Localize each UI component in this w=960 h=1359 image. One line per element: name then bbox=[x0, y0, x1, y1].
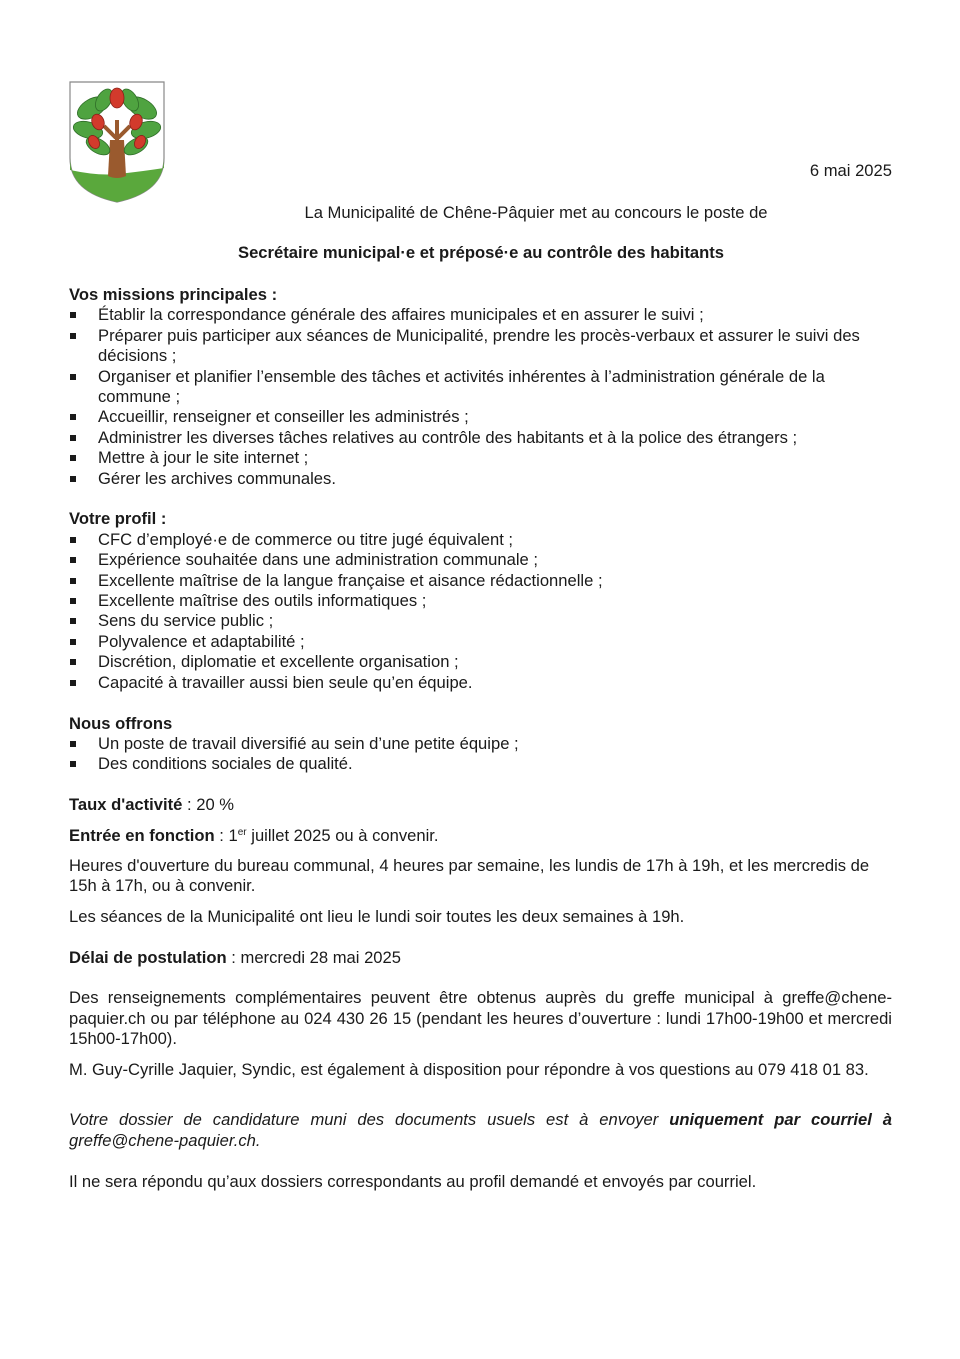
bullet-square-icon bbox=[70, 761, 76, 767]
list-item: Discrétion, diplomatie et excellente organisation ; bbox=[69, 652, 892, 672]
job-title: Secrétaire municipal·e et préposé·e au contrôle des habitants bbox=[238, 243, 724, 262]
bullet-square-icon bbox=[70, 312, 76, 318]
bullet-square-icon bbox=[70, 741, 76, 747]
profile-title: Votre profil : bbox=[69, 509, 167, 529]
oak-tree-crest-icon bbox=[68, 80, 166, 204]
list-item: Excellente maîtrise de la langue française et aisance rédactionnelle ; bbox=[69, 571, 892, 591]
bullet-square-icon bbox=[70, 476, 76, 482]
profile-list bbox=[69, 530, 892, 693]
contact-info: Des renseignements complémentaires peuvent être obtenus auprès du greffe municipal à greffe@chene-paquier.ch ou par téléphone au 024 430 26 15 (pendant les heures d’ouverture : lundi 17h00-19h00 et mercredi 15h00-17h00). bbox=[69, 988, 892, 1049]
missions-list bbox=[69, 305, 892, 489]
commune-crest-logo bbox=[68, 80, 166, 204]
list-item: Mettre à jour le site internet ; bbox=[69, 448, 892, 468]
application-deadline: Délai de postulation : mercredi 28 mai 2025 bbox=[69, 947, 401, 967]
list-item: Excellente maîtrise des outils informatiques ; bbox=[69, 591, 892, 611]
bullet-square-icon bbox=[70, 639, 76, 645]
list-item: Gérer les archives communales. bbox=[69, 469, 892, 489]
bullet-square-icon bbox=[70, 455, 76, 461]
list-item: Établir la correspondance générale des affaires municipales et en assurer le suivi ; bbox=[69, 305, 892, 325]
office-hours: Heures d'ouverture du bureau communal, 4 heures par semaine, les lundis de 17h à 19h, et les mercredis de 15h à 17h, ou à convenir. bbox=[69, 855, 870, 896]
document-date: 6 mai 2025 bbox=[809, 161, 892, 180]
intro-text: La Municipalité de Chêne-Pâquier met au concours le poste de bbox=[304, 203, 768, 222]
application-instructions: Votre dossier de candidature muni des documents usuels est à envoyer uniquement par courriel à greffe@chene-paquier.ch. bbox=[69, 1110, 892, 1150]
meetings-info: Les séances de la Municipalité ont lieu le lundi soir toutes les deux semaines à 19h. bbox=[69, 906, 685, 926]
bullet-square-icon bbox=[70, 374, 76, 380]
bullet-square-icon bbox=[70, 557, 76, 563]
offer-list bbox=[69, 734, 892, 775]
list-item: Des conditions sociales de qualité. bbox=[69, 754, 892, 774]
missions-title: Vos missions principales : bbox=[69, 285, 278, 304]
list-item: CFC d’employé·e de commerce ou titre jugé équivalent ; bbox=[69, 530, 892, 550]
start-date: Entrée en fonction : 1er juillet 2025 ou à convenir. bbox=[69, 825, 439, 845]
bullet-square-icon bbox=[70, 598, 76, 604]
bullet-square-icon bbox=[70, 680, 76, 686]
list-item: Un poste de travail diversifié au sein d’une petite équipe ; bbox=[69, 734, 892, 754]
bullet-square-icon bbox=[70, 435, 76, 441]
closing-note: Il ne sera répondu qu’aux dossiers correspondants au profil demandé et envoyés par courriel. bbox=[69, 1171, 757, 1191]
activity-rate: Taux d'activité : 20 % bbox=[69, 795, 235, 815]
bullet-square-icon bbox=[70, 537, 76, 543]
list-item: Préparer puis participer aux séances de Municipalité, prendre les procès-verbaux et assurer le suivi des décisions ; bbox=[69, 326, 892, 367]
bullet-square-icon bbox=[70, 618, 76, 624]
list-item: Sens du service public ; bbox=[69, 611, 892, 631]
bullet-square-icon bbox=[70, 578, 76, 584]
list-item: Expérience souhaitée dans une administration communale ; bbox=[69, 550, 892, 570]
list-item: Polyvalence et adaptabilité ; bbox=[69, 632, 892, 652]
list-item: Capacité à travailler aussi bien seule qu’en équipe. bbox=[69, 673, 892, 693]
bullet-square-icon bbox=[70, 659, 76, 665]
list-item: Organiser et planifier l’ensemble des tâches et activités inhérentes à l’administration générale de la commune ; bbox=[69, 367, 892, 408]
syndic-info: M. Guy-Cyrille Jaquier, Syndic, est également à disposition pour répondre à vos questions au 079 418 01 83. bbox=[69, 1059, 869, 1079]
bullet-square-icon bbox=[70, 333, 76, 339]
offer-title: Nous offrons bbox=[69, 713, 173, 733]
bullet-square-icon bbox=[70, 414, 76, 420]
list-item: Accueillir, renseigner et conseiller les administrés ; bbox=[69, 407, 892, 427]
document-body bbox=[69, 285, 892, 1192]
list-item: Administrer les diverses tâches relatives au contrôle des habitants et à la police des étrangers ; bbox=[69, 428, 892, 448]
